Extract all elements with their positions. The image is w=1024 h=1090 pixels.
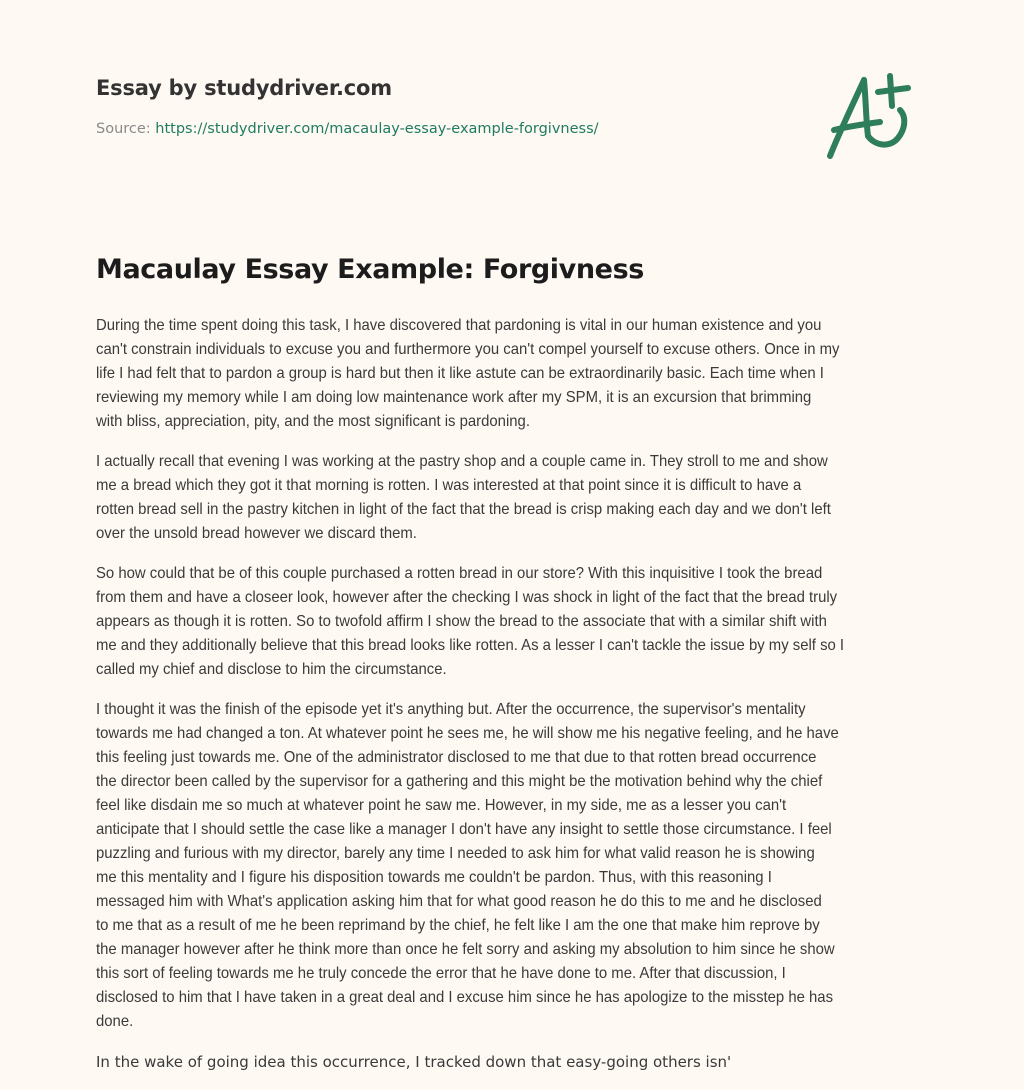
text-line: with bliss, appreciation, pity, and the most significant is pardoning. [96, 413, 530, 430]
text-line: anticipate that I should settle the case like a manager I don't have any insight to settle those circumstance. I feel [96, 821, 832, 838]
text-line: called my chief and disclose to him the circumstance. [96, 661, 447, 678]
source-line [96, 121, 599, 137]
text-line: me and they additionally believe that this bread looks like rotten. As a lesser I can't tackle the issue by my self so I [96, 637, 845, 654]
text-line: this feeling just towards me. One of the administrator disclosed to me that due to that rotten bread occurrence [96, 749, 817, 766]
text-line: me this mentality and I figure his disposition towards me couldn't be pardon. Thus, with this reasoning I [96, 869, 772, 886]
text-line: rotten bread sell in the pastry kitchen in light of the fact that the bread is crisp making each day and we don't left [96, 501, 831, 518]
source-link[interactable]: https://studydriver.com/macaulay-essay-example-forgivness/ [155, 121, 599, 137]
a-plus-grade-icon [820, 66, 930, 166]
essay-paragraph [96, 698, 936, 1034]
essay-paragraph [96, 562, 936, 682]
text-line: life I had felt that to pardon a group is hard but then it like astute can be extraordinarily basic. Each time when I [96, 365, 824, 382]
text-line: So how could that be of this couple purchased a rotten bread in our store? With this inquisitive I took the bread [96, 565, 823, 582]
text-line: reviewing my memory while I am doing low maintenance work after my SPM, it is an excursion that brimming [96, 389, 812, 406]
text-line: can't constrain individuals to excuse you and furthermore you can't compel yourself to excuse others. Once in my [96, 341, 840, 358]
text-line: disclosed to him that I have taken in a great deal and I excuse him since he has apologize to the misstep he has [96, 989, 834, 1006]
text-line: the director been called by the supervisor for a gathering and this might be the motivation behind why the chief [96, 773, 823, 790]
text-line: me a bread which they got it that morning is rotten. I was interested at that point since it is difficult to have a [96, 477, 802, 494]
text-line: puzzling and furious with my director, barely any time I needed to ask him for what valid reason he is showing [96, 845, 815, 862]
text-line: During the time spent doing this task, I have discovered that pardoning is vital in our human existence and you [96, 317, 822, 334]
text-line: the manager however after he think more than once he felt sorry and asking my absolution to him since he show [96, 941, 835, 958]
text-line: feel like disdain me so much at whatever point he saw me. However, in my side, me as a lesser you can't [96, 797, 787, 814]
text-line: from them and have a closeer look, however after the checking I was shock in light of the fact that the bread truly [96, 589, 838, 606]
source-label: Source: [96, 121, 151, 137]
text-line: over the unsold bread however we discard them. [96, 525, 417, 542]
text-line: I thought it was the finish of the episode yet it's anything but. After the occurrence, the supervisor's mentality [96, 701, 806, 718]
essay-paragraph [96, 450, 936, 546]
essay-title: Macaulay Essay Example: Forgivness [96, 254, 644, 285]
text-line: messaged him with What's application asking him that for what good reason he do this to me and he disclosed [96, 893, 822, 910]
text-line: to me that as a result of me he been reprimand by the chief, he felt like I am the one that make him reprove by [96, 917, 820, 934]
site-title: Essay by studydriver.com [96, 76, 392, 100]
text-line: In the wake of going idea this occurrence, I tracked down that easy-going others isn' [96, 1053, 732, 1071]
site-header [96, 76, 599, 137]
text-line: I actually recall that evening I was working at the pastry shop and a couple came in. They stroll to me and show [96, 453, 828, 470]
essay-body [96, 314, 936, 1090]
essay-paragraph [96, 314, 936, 434]
text-line: done. [96, 1013, 134, 1030]
essay-paragraph [96, 1050, 936, 1074]
text-line: towards me had changed a ton. At whatever point he sees me, he will show me his negative feeling, and he have [96, 725, 839, 742]
text-line: this sort of feeling towards me he truly concede the error that he have done to me. After that discussion, I [96, 965, 786, 982]
text-line: appears as though it is rotten. So to twofold affirm I show the bread to the associate that with a similar shift with [96, 613, 827, 630]
